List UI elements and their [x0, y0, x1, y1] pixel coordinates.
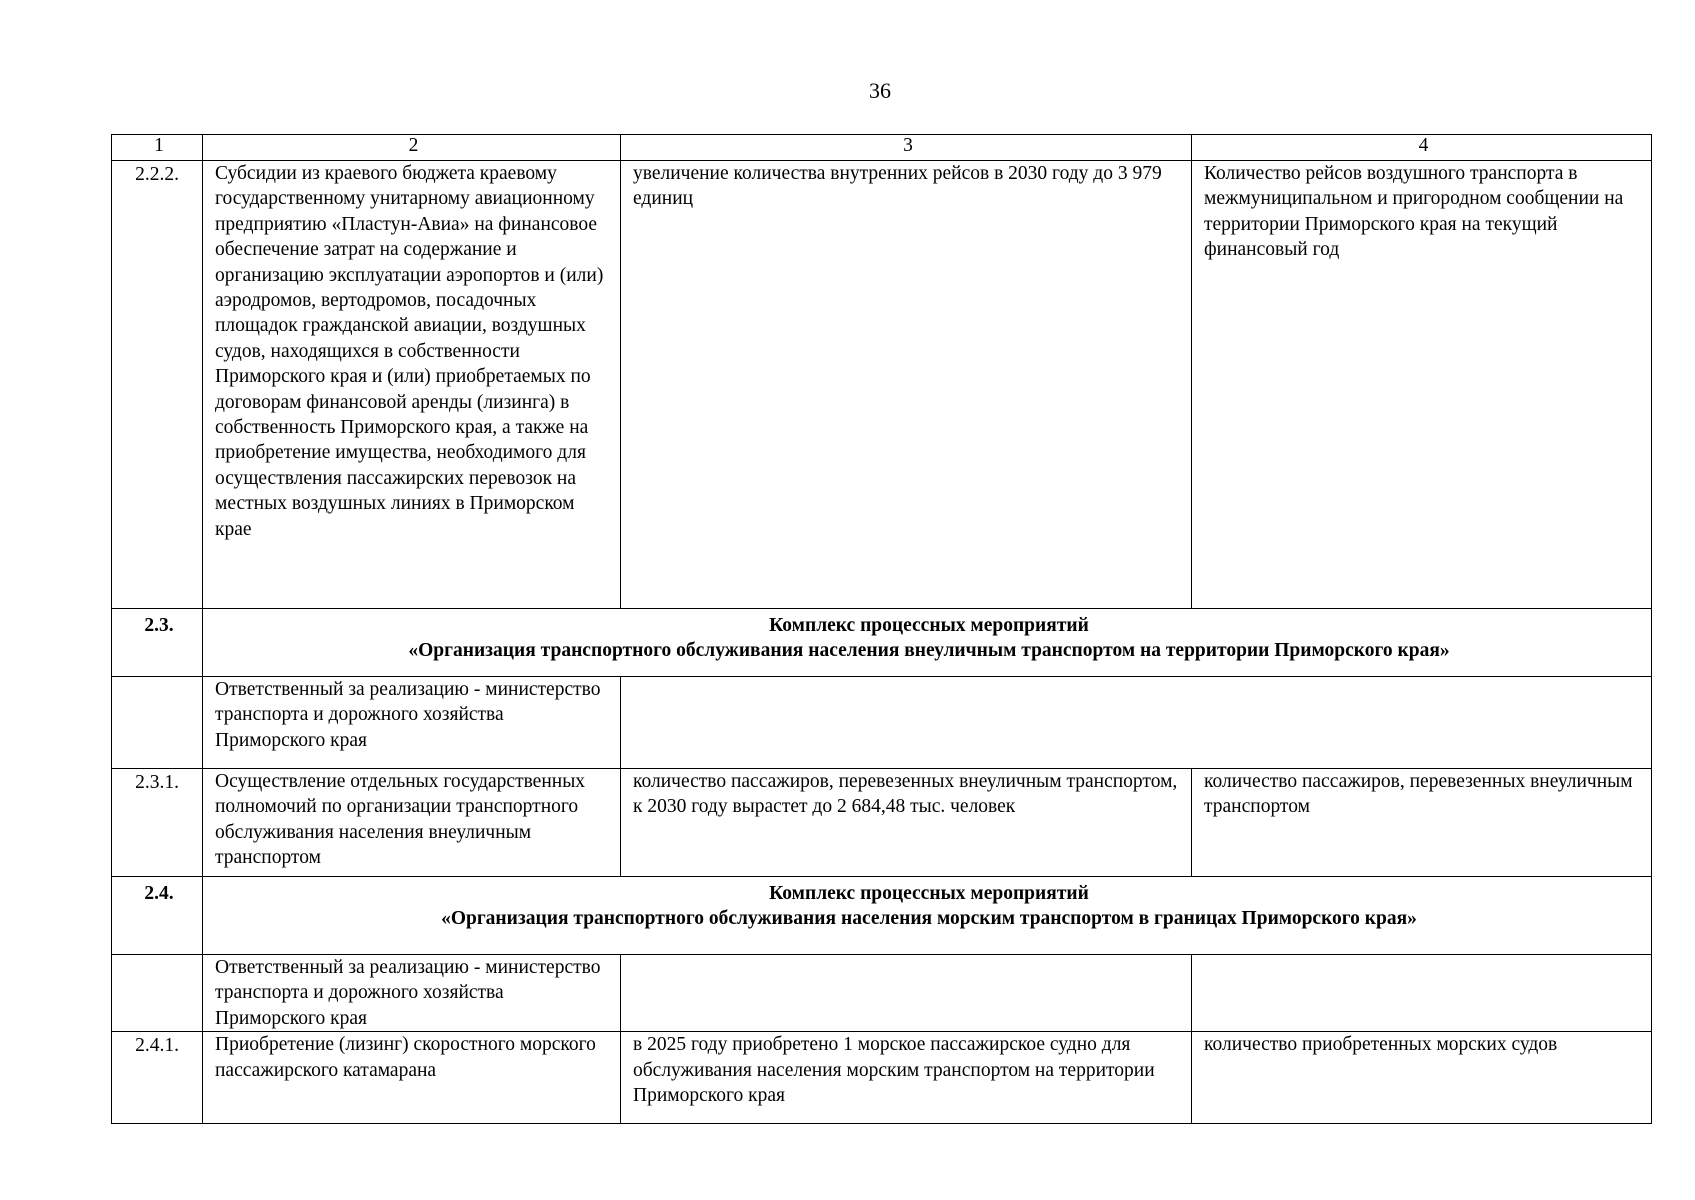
- row-number: 2.4.1.: [112, 1032, 203, 1124]
- section-number: 2.4.: [112, 877, 203, 955]
- empty-cell: [112, 677, 203, 769]
- expected-result: увеличение количества внутренних рейсов в 2030 году до 3 979 единиц: [621, 161, 1192, 609]
- empty-cell: [621, 677, 1652, 769]
- indicator: Количество рейсов воздушного транспорта в межмуниципальном и пригородном сообщении на территории Приморского края на текущий финансовый год: [1192, 161, 1652, 609]
- empty-cell: [1192, 955, 1652, 1032]
- row-number: 2.3.1.: [112, 769, 203, 877]
- empty-cell: [621, 955, 1192, 1032]
- responsible-text: Ответственный за реализацию - министерство транспорта и дорожного хозяйства Приморского края: [203, 677, 621, 769]
- expected-result: количество пассажиров, перевезенных внеуличным транспортом, к 2030 году вырастет до 2 684,48 тыс. человек: [621, 769, 1192, 877]
- section-row: [112, 877, 1652, 955]
- section-title-line1: Комплекс процессных мероприятий: [769, 615, 1089, 636]
- page-number: 36: [869, 78, 891, 103]
- table-row: [112, 1032, 1652, 1124]
- empty-cell: [112, 955, 203, 1032]
- indicator: количество пассажиров, перевезенных внеуличным транспортом: [1192, 769, 1652, 877]
- measure-name: Осуществление отдельных государственных полномочий по организации транспортного обслуживания населения внеуличным транспортом: [203, 769, 621, 877]
- section-title-line2: «Организация транспортного обслуживания населения морским транспортом в границах Приморского края»: [441, 908, 1417, 930]
- table-header-row: [112, 135, 1652, 161]
- column-header-3: 3: [621, 135, 1192, 161]
- section-title-line1: Комплекс процессных мероприятий: [769, 883, 1089, 904]
- expected-result: в 2025 году приобретено 1 морское пассажирское судно для обслуживания населения морским транспортом на территории Приморского края: [621, 1032, 1192, 1124]
- row-number: 2.2.2.: [112, 161, 203, 609]
- column-header-2: 2: [203, 135, 621, 161]
- section-title: [203, 877, 1652, 955]
- section-number: 2.3.: [112, 609, 203, 677]
- measures-table: [111, 134, 1652, 1124]
- responsible-row: [112, 677, 1652, 769]
- column-header-1: 1: [112, 135, 203, 161]
- column-header-4: 4: [1192, 135, 1652, 161]
- measure-name: Приобретение (лизинг) скоростного морского пассажирского катамарана: [203, 1032, 621, 1124]
- measure-name: Субсидии из краевого бюджета краевому государственному унитарному авиационному предприятию «Пластун-Авиа» на финансовое обеспечение затрат на содержание и организацию эксплуатации аэропортов и (или) аэродромов, вертодромов, посадочных площадок гражданской авиации, воздушных судов, находящихся в собственности Приморского края и (или) приобретаемых по договорам финансовой аренды (лизинга) в собственность Приморского края, а также на приобретение имущества, необходимого для осуществления пассажирских перевозок на местных воздушных линиях в Приморском крае: [203, 161, 621, 609]
- section-title: [203, 609, 1652, 677]
- responsible-text: Ответственный за реализацию - министерство транспорта и дорожного хозяйства Приморского края: [203, 955, 621, 1032]
- table-row: [112, 769, 1652, 877]
- responsible-row: [112, 955, 1652, 1032]
- section-title-line2: «Организация транспортного обслуживания населения внеуличным транспортом на территории Приморского края»: [408, 640, 1450, 662]
- section-row: [112, 609, 1652, 677]
- indicator: количество приобретенных морских судов: [1192, 1032, 1652, 1124]
- table-row: [112, 161, 1652, 609]
